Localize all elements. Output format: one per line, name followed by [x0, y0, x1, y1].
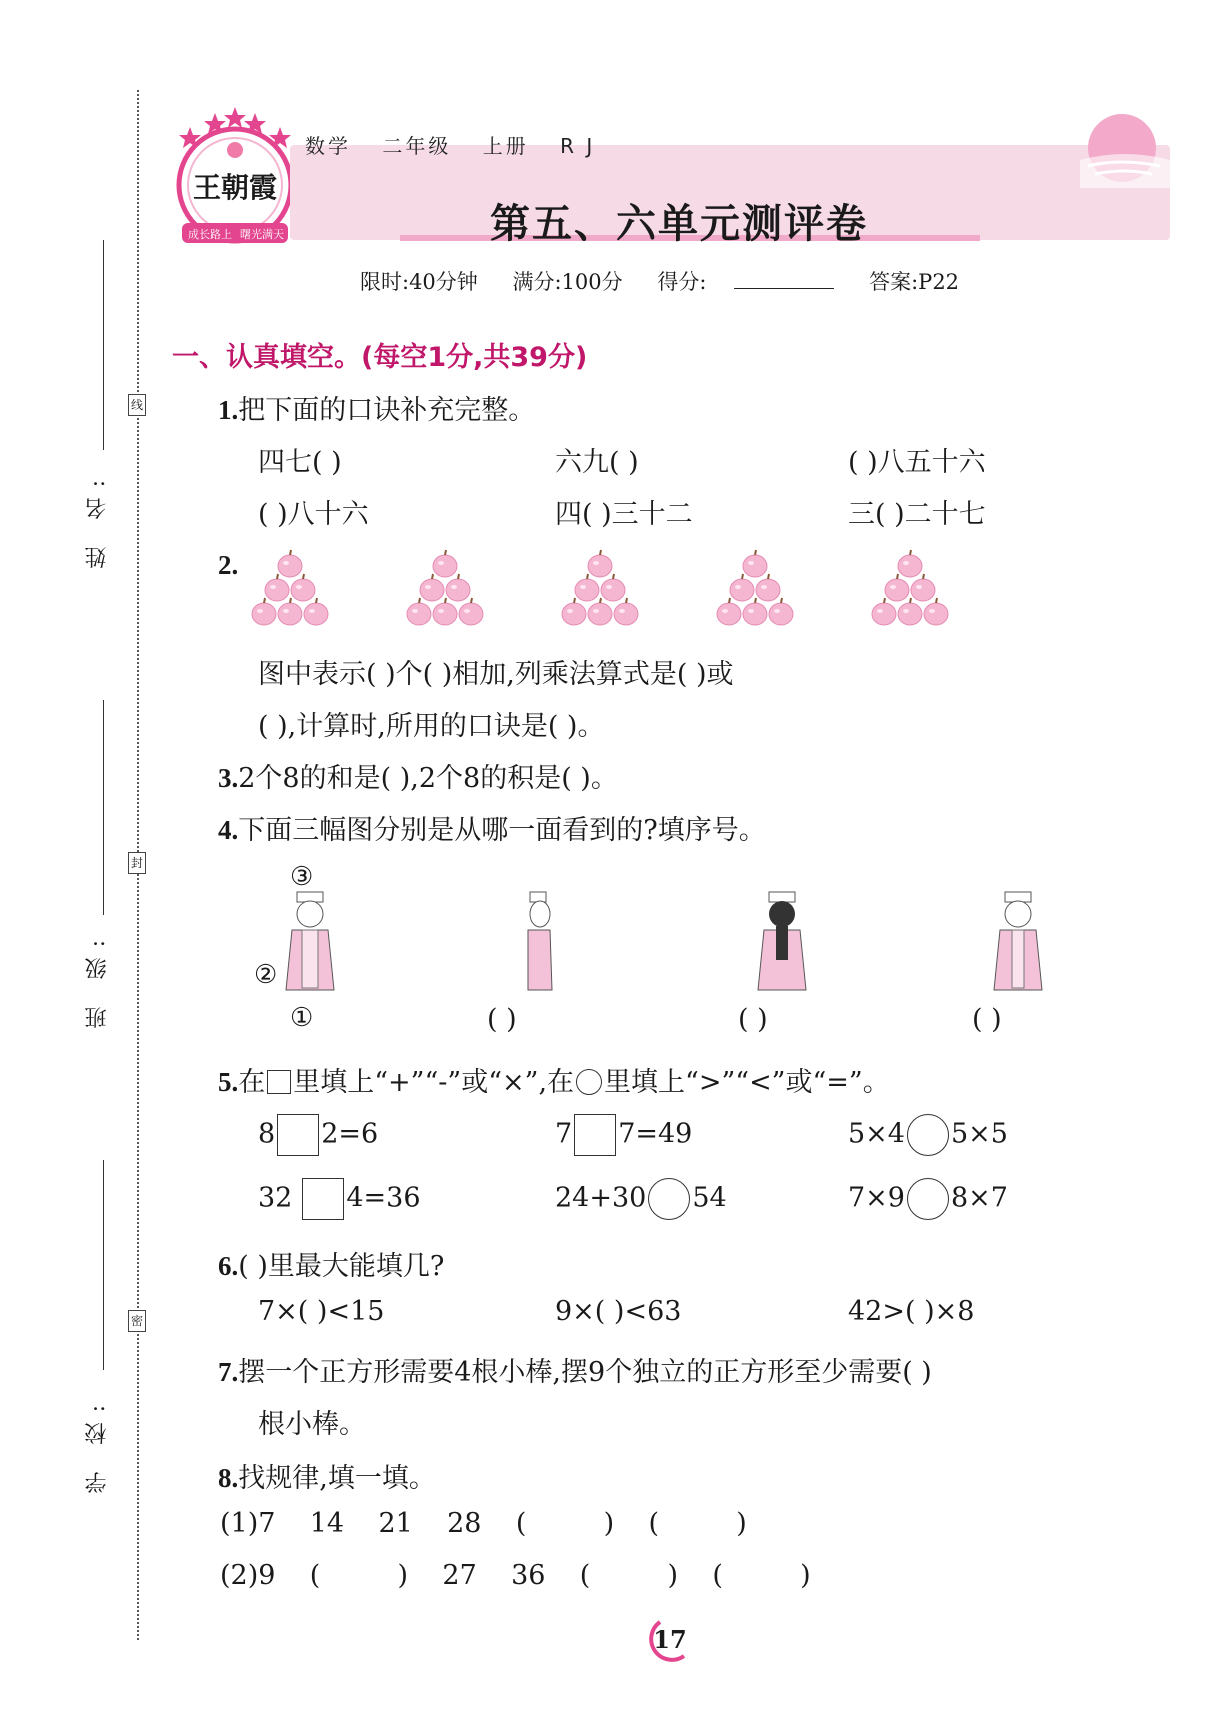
- q4-prompt: [218, 808, 766, 847]
- q6-item-3[interactable]: 42>( )×8: [848, 1296, 975, 1327]
- q8-sequence-1[interactable]: (1)7 14 21 28 ( ) ( ): [220, 1508, 747, 1539]
- q1-item-4[interactable]: ( )八十六: [258, 499, 369, 530]
- apple-groups-figure: [250, 548, 990, 638]
- q5-item-2: 7 7=49: [555, 1114, 692, 1156]
- q4-answer-1[interactable]: ( ): [487, 1004, 517, 1035]
- q1-prompt: [218, 388, 535, 427]
- q1-item-1[interactable]: 四七( ): [258, 447, 342, 478]
- logo-brand-text: 王朝霞: [192, 171, 278, 204]
- page-number: 17: [653, 1625, 687, 1654]
- q4-answer-3[interactable]: ( ): [972, 1004, 1002, 1035]
- q6-number: 6.: [218, 1251, 239, 1281]
- page-title: 第五、六单元测评卷: [490, 201, 868, 247]
- edition: R J: [560, 134, 596, 158]
- direction-bottom-label: ①: [290, 1003, 314, 1033]
- q4-text: 下面三幅图分别是从哪一面看到的?填序号。: [238, 815, 766, 846]
- compare-circle[interactable]: [907, 1114, 949, 1156]
- school-write-line[interactable]: [103, 1160, 104, 1370]
- direction-top-label: ③: [290, 862, 314, 892]
- q5-text-c: 里填上“>”“<”或“=”。: [604, 1067, 890, 1098]
- figure-reference-view: [280, 890, 340, 1000]
- exam-meta: [360, 266, 987, 296]
- time-limit: 限时:40分钟: [360, 270, 478, 294]
- logo-slogan-right: 曙光满天: [240, 228, 284, 241]
- header-course-info: [305, 130, 617, 159]
- logo-slogan-left: 成长路上: [188, 228, 232, 241]
- circle-symbol-icon: [576, 1069, 602, 1095]
- q4-answer-2[interactable]: ( ): [738, 1004, 768, 1035]
- grade: 二年级: [382, 134, 452, 158]
- compare-circle[interactable]: [648, 1178, 690, 1220]
- q5-text-a: 在: [238, 1067, 266, 1098]
- q5-item-6: 7×9 8×7: [848, 1178, 1008, 1220]
- q4-number: 4.: [218, 815, 239, 845]
- q2-line-1[interactable]: 图中表示( )个( )相加,列乘法算式是( )或: [258, 659, 734, 690]
- q5-item-3: 5×4 5×5: [848, 1114, 1008, 1156]
- name-write-line[interactable]: [103, 240, 104, 450]
- q7-line-2: 根小棒。: [258, 1409, 366, 1440]
- q1-item-5[interactable]: 四( )三十二: [555, 499, 693, 530]
- q5-item-5: 24+30 54: [555, 1178, 727, 1220]
- figure-front-view: [988, 890, 1048, 1000]
- q2-number: 2.: [218, 550, 239, 580]
- q2-line-2[interactable]: ( ),计算时,所用的口诀是( )。: [258, 711, 605, 742]
- q5-item-4: 32 4=36: [258, 1178, 421, 1220]
- q5-text-b: 里填上“+”“-”或“×”,在: [293, 1067, 575, 1098]
- name-label: 姓 名:: [85, 470, 110, 569]
- q8-number: 8.: [218, 1463, 239, 1493]
- q6-text: ( )里最大能填几?: [238, 1251, 445, 1282]
- q5-item-1: 8 2=6: [258, 1114, 378, 1156]
- operator-box[interactable]: [574, 1114, 616, 1156]
- q7-text[interactable]: 摆一个正方形需要4根小棒,摆9个独立的正方形至少需要( ): [238, 1357, 932, 1388]
- q3-number: 3.: [218, 763, 239, 793]
- q1-text: 把下面的口诀补充完整。: [238, 395, 536, 426]
- direction-left-label: ②: [254, 960, 278, 990]
- cut-mark-secret: 密: [128, 1310, 146, 1332]
- brand-logo: [170, 105, 300, 250]
- q6-prompt: [218, 1244, 444, 1283]
- q8-prompt: [218, 1456, 436, 1495]
- cut-mark-seal: 封: [128, 852, 146, 874]
- q1-item-6[interactable]: 三( )二十七: [848, 499, 986, 530]
- square-symbol-icon: [267, 1070, 291, 1094]
- score-label: 得分:: [657, 270, 707, 294]
- apple-group: [562, 550, 638, 625]
- q8-text: 找规律,填一填。: [238, 1463, 436, 1494]
- class-label: 班 级:: [85, 930, 110, 1029]
- subject: 数学: [305, 134, 351, 158]
- class-write-line[interactable]: [103, 700, 104, 915]
- apple-group: [717, 550, 793, 625]
- sunset-decoration: [1080, 108, 1170, 188]
- operator-box[interactable]: [277, 1114, 319, 1156]
- q7-line-1[interactable]: [218, 1350, 932, 1389]
- section-1-title: 一、认真填空。(每空1分,共39分): [172, 342, 588, 373]
- full-score: 满分:100分: [512, 270, 623, 294]
- q3-text[interactable]: 2个8的和是( ),2个8的积是( )。: [238, 763, 618, 794]
- compare-circle[interactable]: [907, 1178, 949, 1220]
- operator-box[interactable]: [302, 1178, 344, 1220]
- score-blank[interactable]: [734, 270, 834, 289]
- cut-mark-line: 线: [128, 394, 146, 416]
- q1-number: 1.: [218, 395, 239, 425]
- q1-item-2[interactable]: 六九( ): [555, 447, 639, 478]
- q6-item-1[interactable]: 7×( )<15: [258, 1296, 385, 1327]
- figure-side-view: [508, 890, 568, 1000]
- school-label: 学 校:: [85, 1395, 110, 1494]
- q7-number: 7.: [218, 1357, 239, 1387]
- volume: 上册: [482, 134, 529, 158]
- apple-group: [407, 550, 483, 625]
- figure-back-view: [752, 890, 812, 1000]
- apple-group: [252, 550, 328, 625]
- q3[interactable]: [218, 756, 618, 795]
- q1-item-3[interactable]: ( )八五十六: [848, 447, 986, 478]
- q8-sequence-2[interactable]: (2)9 ( ) 27 36 ( ) ( ): [220, 1560, 811, 1591]
- answer-ref: 答案:P22: [869, 270, 960, 294]
- q5-number: 5.: [218, 1067, 239, 1097]
- apple-group: [872, 550, 948, 625]
- q6-item-2[interactable]: 9×( )<63: [555, 1296, 682, 1327]
- q5-prompt: [218, 1060, 890, 1099]
